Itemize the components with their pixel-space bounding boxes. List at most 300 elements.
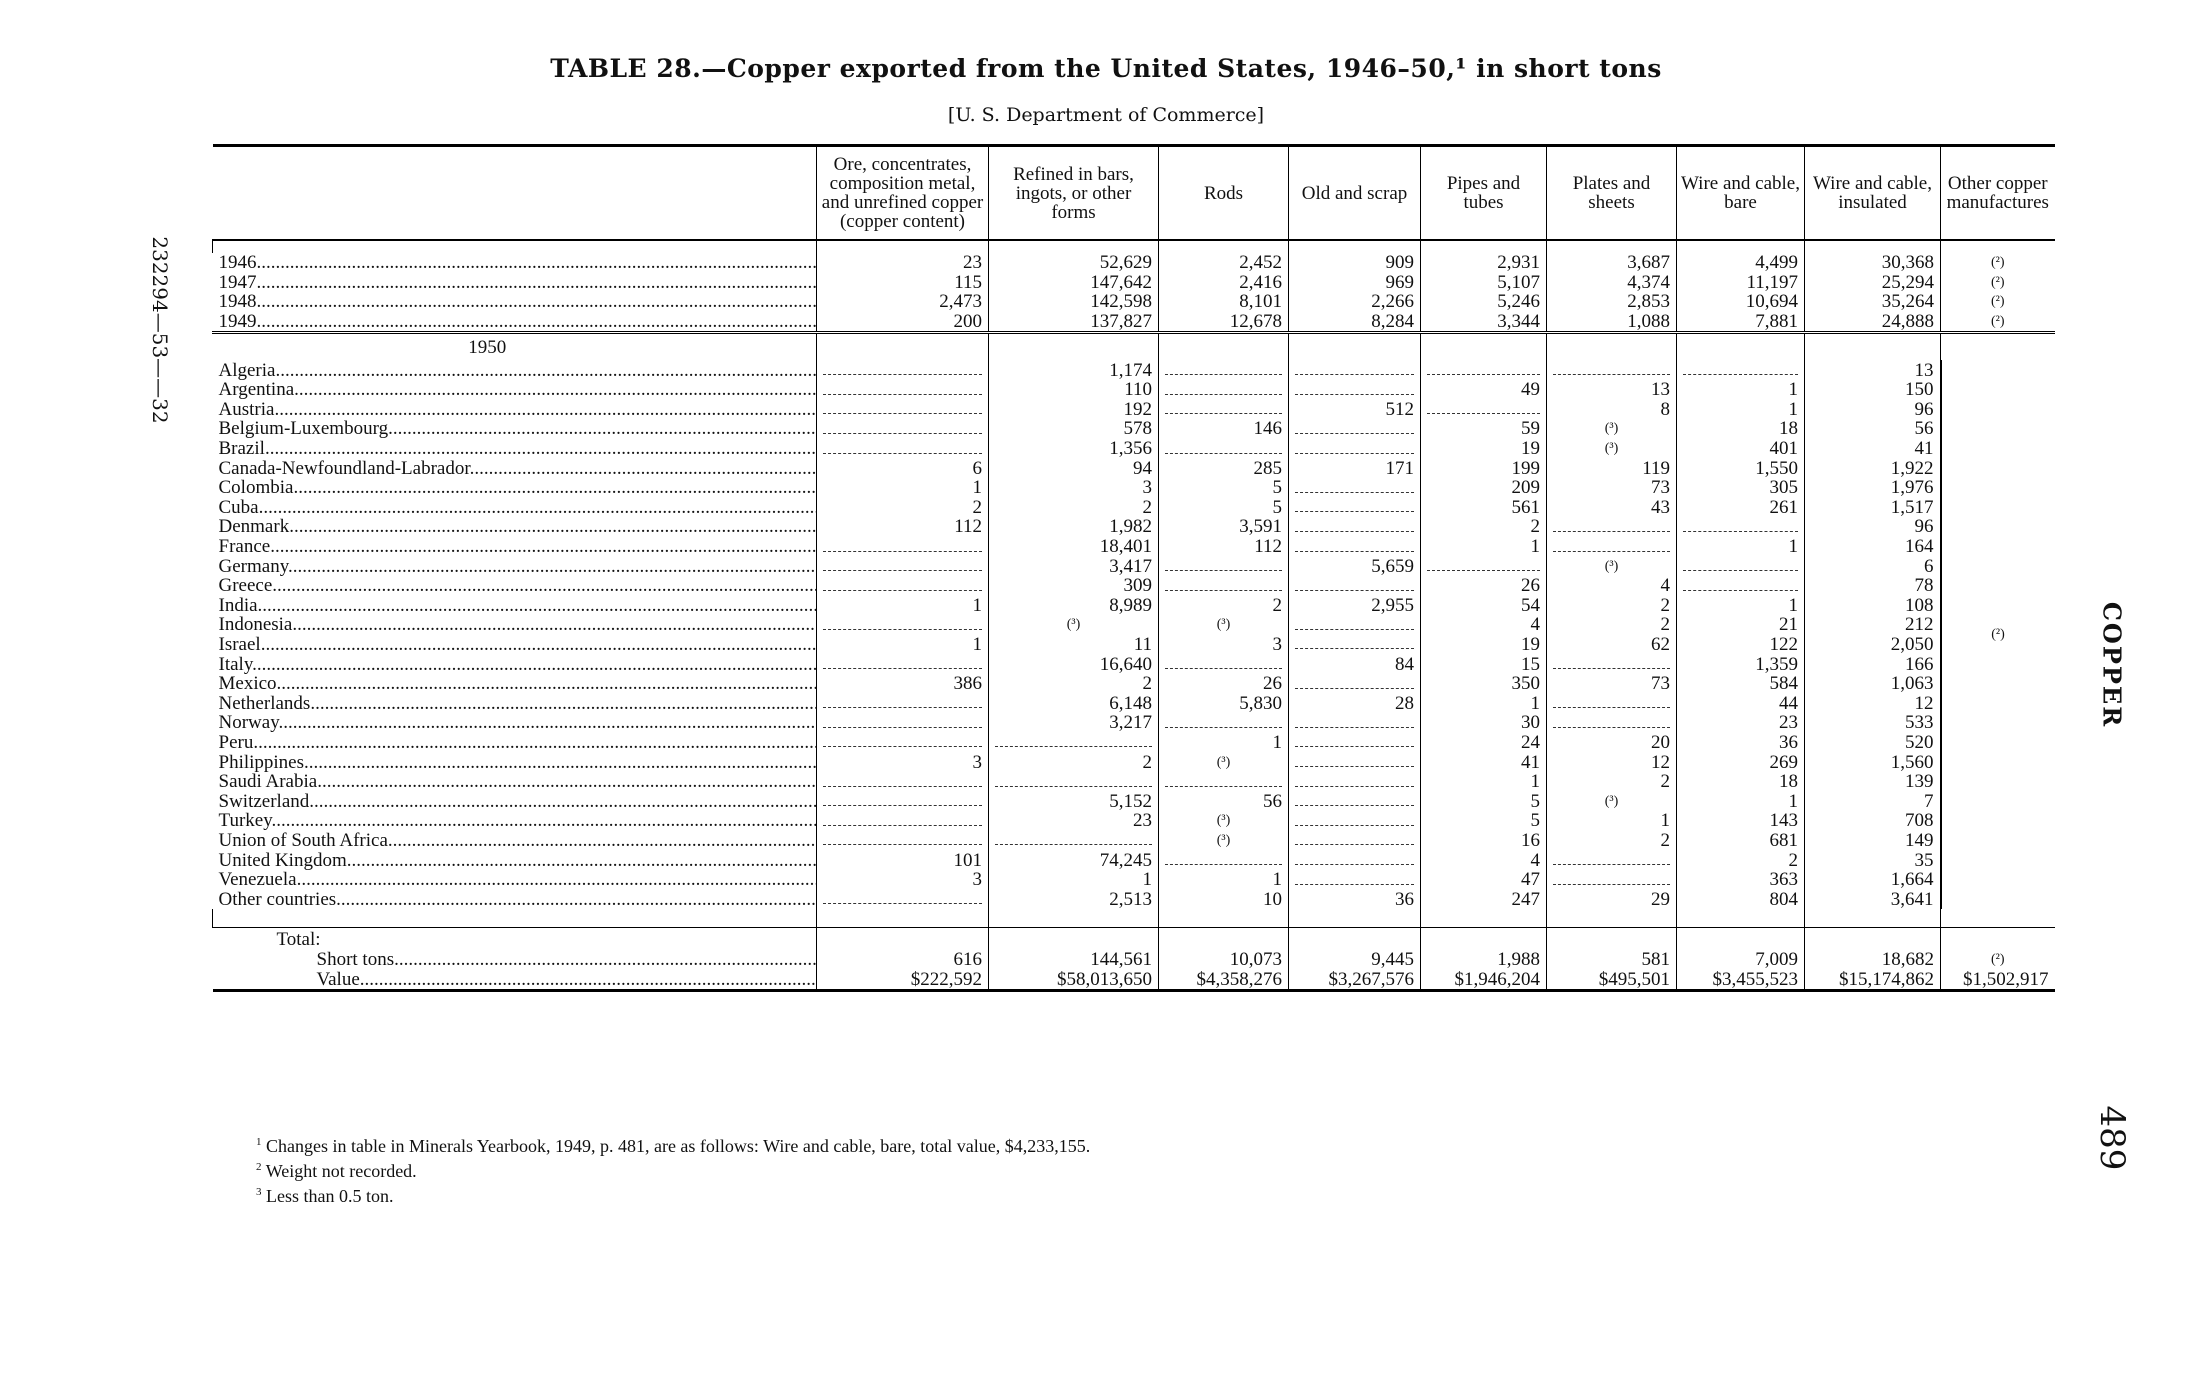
footnote-mark: 1 [256,1136,262,1148]
dash-leader [1295,777,1414,787]
dash-leader [1295,679,1414,689]
table-cell [1547,693,1677,713]
row-label [213,674,817,694]
table-cell: 23 [1677,713,1805,733]
table-cell: (³) [1159,752,1289,772]
spacer-cell [817,909,989,928]
table-row [213,674,2055,694]
table-cell: 2 [989,498,1159,518]
table-cell: 8,989 [989,596,1159,616]
table-cell [1289,811,1421,831]
table-cell: 261 [1677,498,1805,518]
table-cell [1159,400,1289,420]
table-cell [1547,713,1677,733]
table-cell [817,811,989,831]
table-cell: 12,678 [1159,312,1289,333]
spacer-cell [817,240,989,253]
row-label-text: 1949 ..... [219,312,817,332]
table-cell: 112 [1159,537,1289,557]
spacer-row [213,909,2055,928]
table-cell [1289,478,1421,498]
column-header: Wire and cable, bare [1677,146,1805,241]
table-cell: 192 [989,400,1159,420]
table-cell: 1 [817,635,989,655]
table-cell: 4 [1421,850,1547,870]
spacer-cell [817,334,989,360]
table-cell: 5,830 [1159,693,1289,713]
table-cell: 18 [1677,772,1805,792]
dash-leader [1427,404,1540,414]
table-cell: 142,598 [989,292,1159,312]
table-cell [1289,635,1421,655]
total-row [213,970,2055,991]
spacer-cell [989,909,1159,928]
dash-leader [823,581,982,591]
table-cell: 78 [1805,576,1941,596]
dash-leader [1553,542,1670,552]
table-cell: 1 [1421,537,1547,557]
table-row [213,517,2055,537]
spacer-row [213,240,2055,253]
column-header: Other copper manufactures [1941,146,2055,241]
copper-exports-table [212,144,2055,992]
table-cell [1159,556,1289,576]
table-cell: 969 [1289,273,1421,293]
table-cell: 1,356 [989,439,1159,459]
table-cell: 12 [1547,752,1677,772]
table-cell [817,556,989,576]
spacer-cell [989,334,1159,360]
dash-leader [1295,757,1414,767]
column-header: Plates and sheets [1547,146,1677,241]
spacer-cell [1805,240,1941,253]
row-label [213,615,817,635]
dash-leader [1165,777,1282,787]
spacer-cell [213,240,817,253]
total-row [213,950,2055,970]
table-row [213,419,2055,439]
table-cell: 5,152 [989,791,1159,811]
table-cell: 146 [1159,419,1289,439]
row-label-text: Norway ..... [219,713,817,733]
footnote-mark: 2 [256,1161,262,1173]
table-cell: 1 [1677,537,1805,557]
table-cell: 35,264 [1805,292,1941,312]
table-row [213,576,2055,596]
row-label-text: Venezuela ..... [219,870,817,890]
table-row [213,439,2055,459]
table-cell [989,772,1159,792]
table-cell: 1 [1421,693,1547,713]
row-label [213,713,817,733]
table-cell [1159,439,1289,459]
dash-leader [1553,855,1670,865]
table-cell: 13 [1805,360,1941,380]
row-label-text: Canada-Newfoundland-Labrador ..... [219,458,817,478]
dash-leader [1683,581,1798,591]
table-row [213,811,2055,831]
table-cell: 1 [1159,870,1289,890]
table-cell: 164 [1805,537,1941,557]
table-cell: 30,368 [1805,253,1941,273]
table-cell: 3 [989,478,1159,498]
table-cell [1289,752,1421,772]
dash-leader [823,404,982,414]
table-cell: 1 [989,870,1159,890]
spacer-cell [1805,909,1941,928]
table-cell: 24 [1421,733,1547,753]
row-label-text: Philippines ..... [219,752,817,772]
table-cell: 20 [1547,733,1677,753]
table-cell: 533 [1805,713,1941,733]
spacer-cell [989,928,1159,951]
column-header-stub [213,146,817,241]
table-cell: (³) [1159,831,1289,851]
spacer-cell [1289,334,1421,360]
year-row [213,273,2055,293]
print-code: 232294—53——32 [148,236,172,424]
table-cell: 1,982 [989,517,1159,537]
table-cell [1547,517,1677,537]
spacer-cell [817,928,989,951]
table-cell: 41 [1421,752,1547,772]
table-row [213,380,2055,400]
spacer-cell [1677,909,1805,928]
table-cell: 23 [989,811,1159,831]
table-cell [1289,831,1421,851]
table-cell: 581 [1547,950,1677,970]
row-label-text: Short tons ..... [317,950,817,970]
column-header: Pipes and tubes [1421,146,1547,241]
table-cell [1159,713,1289,733]
table-cell: 2 [1421,517,1547,537]
table-cell: 9,445 [1289,950,1421,970]
footnote [256,1157,1090,1182]
table-cell: 1 [1547,811,1677,831]
table-row [213,596,2055,616]
table-cell [1289,380,1421,400]
row-label-text: Colombia ..... [219,478,817,498]
row-label [213,596,817,616]
table-cell: 350 [1421,674,1547,694]
table-cell: 16 [1421,831,1547,851]
table-row [213,654,2055,674]
table-cell: 112 [817,517,989,537]
dash-leader [823,894,982,904]
table-cell [817,889,989,909]
row-label-text: United Kingdom ..... [219,850,817,870]
table-cell: 73 [1547,674,1677,694]
table-row [213,400,2055,420]
table-cell: 119 [1547,458,1677,478]
table-cell: 3,591 [1159,517,1289,537]
table-cell: 18,401 [989,537,1159,557]
table-cell [817,791,989,811]
row-label-text: Algeria ..... [219,360,817,380]
table-cell: 84 [1289,654,1421,674]
dash-leader [1295,483,1414,493]
dash-leader [1165,385,1282,395]
dash-leader [1165,561,1282,571]
dash-leader [1553,659,1670,669]
dash-leader [823,365,982,375]
dash-leader [823,561,982,571]
footnote [256,1132,1090,1157]
row-label-text: Mexico ..... [219,674,817,694]
spacer-cell [1421,334,1547,360]
table-cell [1289,870,1421,890]
table-cell: 305 [1677,478,1805,498]
table-cell: 4 [1421,615,1547,635]
dash-leader [823,444,982,454]
table-cell: 56 [1159,791,1289,811]
row-label [213,635,817,655]
spacer-cell [1677,240,1805,253]
table-cell: 5 [1421,791,1547,811]
row-label [213,654,817,674]
dash-leader [823,816,982,826]
table-row [213,870,2055,890]
table-cell [817,713,989,733]
row-label-text: India ..... [219,596,817,616]
spacer-cell [1421,928,1547,951]
table-cell [1289,733,1421,753]
table-cell: 49 [1421,380,1547,400]
year-heading: 1950 [468,336,507,358]
table-cell: 25,294 [1805,273,1941,293]
table-cell [1289,713,1421,733]
table-cell [817,537,989,557]
table-cell: 1,174 [989,360,1159,380]
table-cell: 143 [1677,811,1805,831]
table-row [213,458,2055,478]
table-cell: 4,499 [1677,253,1805,273]
table-cell [817,576,989,596]
dash-leader [1427,561,1540,571]
page-number: 489 [2092,1105,2132,1171]
spacer-cell [1159,909,1289,928]
table-cell: (³) [1159,811,1289,831]
footnote-text: Weight not recorded. [265,1161,417,1181]
table-cell: 96 [1805,517,1941,537]
table-cell [1159,850,1289,870]
table-cell: 2 [1547,831,1677,851]
spacer-cell [1941,928,2055,951]
table-cell: 74,245 [989,850,1159,870]
table-cell [817,419,989,439]
row-label-text: Union of South Africa ..... [219,831,817,851]
row-label-text: Saudi Arabia ..... [219,772,817,792]
spacer-cell [1547,928,1677,951]
dash-leader [823,737,982,747]
table-cell: $15,174,862 [1805,970,1941,991]
spacer-cell [1547,240,1677,253]
dash-leader [1553,365,1670,375]
row-label-text: Switzerland ..... [219,791,817,811]
table-cell: 681 [1677,831,1805,851]
table-row [213,537,2055,557]
row-label [213,400,817,420]
row-label-text: Brazil ..... [219,439,817,459]
spacer-cell [1805,928,1941,951]
table-cell: 2 [989,674,1159,694]
table-row [213,713,2055,733]
table-cell [1289,419,1421,439]
table-cell: 54 [1421,596,1547,616]
table-row [213,498,2055,518]
table-cell: 512 [1289,400,1421,420]
table-cell: 137,827 [989,312,1159,333]
dash-leader [823,718,982,728]
dash-leader [1165,444,1282,454]
dash-leader [995,777,1152,787]
dash-leader [1295,796,1414,806]
total-heading-row [213,928,2055,951]
table-cell: 1,976 [1805,478,1941,498]
table-cell: 269 [1677,752,1805,772]
table-cell: 7,881 [1677,312,1805,333]
row-label [213,273,817,293]
table-cell [1677,360,1805,380]
table-cell: 708 [1805,811,1941,831]
dash-leader [1295,502,1414,512]
table-cell [1289,791,1421,811]
table-cell: 26 [1159,674,1289,694]
dash-leader [1295,444,1414,454]
table-cell: 578 [989,419,1159,439]
table-cell [817,733,989,753]
dash-leader [1683,522,1798,532]
row-label [213,419,817,439]
row-label [213,498,817,518]
table-cell: 2,050 [1805,635,1941,655]
table-cell: 5,107 [1421,273,1547,293]
table-cell: 3,687 [1547,253,1677,273]
table-row [213,752,2055,772]
table-cell: 2 [1677,850,1805,870]
table-cell: 6 [817,458,989,478]
table-cell: 1 [817,478,989,498]
dash-leader [823,424,982,434]
table-cell: 1 [1677,400,1805,420]
spacer-cell [1421,240,1547,253]
spacer-cell [1289,909,1421,928]
table-cell: 2,473 [817,292,989,312]
spacer-cell [1547,909,1677,928]
table-cell: 41 [1805,439,1941,459]
table-cell: 149 [1805,831,1941,851]
row-label-text: Belgium-Luxembourg ..... [219,419,817,439]
table-cell: 147,642 [989,273,1159,293]
table-cell [817,615,989,635]
table-cell: 386 [817,674,989,694]
table-cell: 804 [1677,889,1805,909]
table-cell: 43 [1547,498,1677,518]
row-label [213,576,817,596]
table-cell: 247 [1421,889,1547,909]
dash-leader [1295,737,1414,747]
dash-leader [1295,424,1414,434]
table-cell: 2 [1547,596,1677,616]
table-cell [817,772,989,792]
column-header: Rods [1159,146,1289,241]
table-cell: 16,640 [989,654,1159,674]
table-cell [1289,439,1421,459]
table-cell: 166 [1805,654,1941,674]
table-cell: 96 [1805,400,1941,420]
table-cell: 1,550 [1677,458,1805,478]
dash-leader [823,835,982,845]
table-cell: 1,664 [1805,870,1941,890]
table-cell: 1,088 [1547,312,1677,333]
dash-leader [1295,639,1414,649]
table-cell: 10 [1159,889,1289,909]
table-cell: 1 [1677,596,1805,616]
table-cell: 5,659 [1289,556,1421,576]
row-label [213,556,817,576]
table-cell: 363 [1677,870,1805,890]
table-cell [1289,615,1421,635]
table-cell: 23 [817,253,989,273]
table-cell: 12 [1805,693,1941,713]
table-cell: 19 [1421,439,1547,459]
table-cell: 2,955 [1289,596,1421,616]
table-cell: $58,013,650 [989,970,1159,991]
column-header: Wire and cable, insulated [1805,146,1941,241]
dash-leader [1553,522,1670,532]
table-cell [1159,772,1289,792]
row-label [213,970,817,991]
table-cell: 3 [817,752,989,772]
dash-leader [1165,581,1282,591]
table-source: [U. S. Department of Commerce] [947,104,1265,126]
spacer-cell [1421,909,1547,928]
year-row [213,312,2055,333]
table-cell: 5 [1159,478,1289,498]
table-cell: $3,267,576 [1289,970,1421,991]
table-cell [1421,400,1547,420]
table-cell [1421,556,1547,576]
column-header: Refined in bars, ingots, or other forms [989,146,1159,241]
table-cell: 28 [1289,693,1421,713]
row-label-text: Value ..... [317,970,817,990]
table-cell: 2 [1159,596,1289,616]
table-cell: 4,374 [1547,273,1677,293]
table-cell: $222,592 [817,970,989,991]
table-cell: (²) [1941,253,2055,273]
table-cell: 44 [1677,693,1805,713]
dash-leader [1295,581,1414,591]
table-row [213,360,2055,380]
table-cell [1289,537,1421,557]
table-cell: (³) [1547,439,1677,459]
table-cell [817,380,989,400]
table-cell: 108 [1805,596,1941,616]
table-cell: 209 [1421,478,1547,498]
table-cell: 36 [1677,733,1805,753]
row-label [213,380,817,400]
table-cell [1159,654,1289,674]
row-label [213,733,817,753]
table-row [213,772,2055,792]
table-cell: 24,888 [1805,312,1941,333]
table-cell: 8,101 [1159,292,1289,312]
table-cell: 2,452 [1159,253,1289,273]
table-cell: $1,946,204 [1421,970,1547,991]
other-manufactures-bracket: (²) [1941,360,2055,909]
row-label-text: Netherlands ..... [219,693,817,713]
table-cell: 3 [817,870,989,890]
